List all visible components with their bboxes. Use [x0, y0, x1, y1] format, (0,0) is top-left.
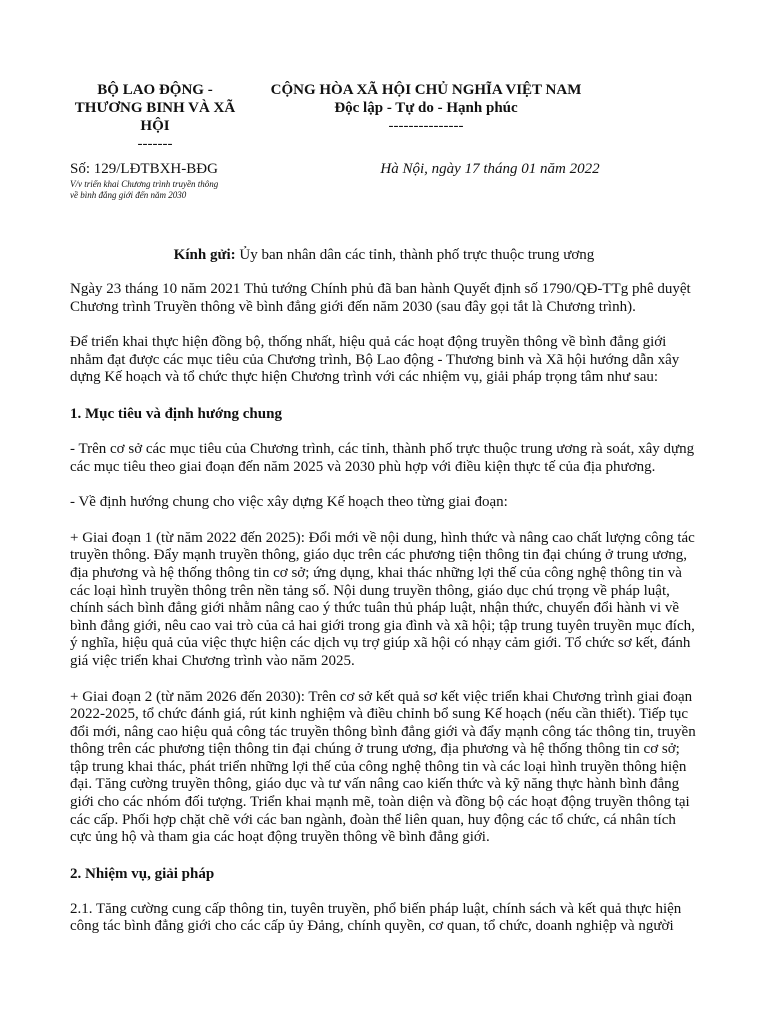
recipient-value: Ủy ban nhân dân các tỉnh, thành phố trực thuộc trung ương [235, 247, 595, 263]
agency-line-2: THƯƠNG BINH VÀ XÃ [74, 100, 236, 116]
place-and-date: Hà Nội, ngày 17 tháng 01 năm 2022 [380, 161, 600, 177]
subject-line-2: về bình đẳng giới đến năm 2030 [70, 190, 187, 200]
motto-divider: --------------- [388, 118, 464, 134]
recipient-label: Kính gửi: [173, 247, 236, 263]
section-heading-1: 1. Mục tiêu và định hướng chung [70, 405, 282, 422]
document-subject [70, 179, 260, 201]
subject-line-1: V/v triển khai Chương trình truyền thông [70, 179, 219, 189]
recipient-line [70, 246, 698, 264]
agency-line-3: HỘI [140, 118, 170, 134]
paragraph-4: - Về định hướng chung cho việc xây dựng Kế hoạch theo từng giai đoạn: [70, 494, 508, 511]
paragraph-6: + Giai đoạn 2 (từ năm 2026 đến 2030): Trên cơ sở kết quả sơ kết việc triển khai Chương trình giai đoạn 2022-2025, tổ chức đánh giá, rút kinh nghiệm và điều chỉnh bổ sung Kế hoạch (nếu cần thiết). Tiếp tục đổi mới, nâng cao hiệu quả công tác truyền thông bình đẳng giới và đẩy mạnh công tác thông tin, truyền thông trên các phương tiện thông tin đại chúng ở trung ương, địa phương và hệ thống thông tin cơ sở; tập trung khai thác, phát triển những lợi thế của công nghệ thông tin và các loại hình truyền thông hiện đại. Tăng cường truyền thông, giáo dục và tư vấn nâng cao kiến thức và kỹ năng thực hành bình đẳng giới cho các nhóm đối tượng. Triển khai mạnh mẽ, toàn diện và đồng bộ các hoạt động truyền thông tại các cấp. Phối hợp chặt chẽ với các ban ngành, đoàn thể liên quan, huy động các tổ chức, cá nhân tích cực ủng hộ và tham gia các hoạt động truyền thông về bình đẳng giới. [70, 688, 696, 846]
republic-title: CỘNG HÒA XÃ HỘI CHỦ NGHĨA VIỆT NAM [270, 82, 582, 98]
national-motto: Độc lập - Tự do - Hạnh phúc [334, 100, 518, 116]
document-number: Số: 129/LĐTBXH-BĐG [70, 161, 218, 177]
paragraph-5: + Giai đoạn 1 (từ năm 2022 đến 2025): Đổi mới về nội dung, hình thức và nâng cao chất lượng công tác truyền thông. Đẩy mạnh truyền thông, giáo dục trên các phương tiện thông tin đại chúng ở trung ương, địa phương và hệ thống thông tin cơ sở; ứng dụng, khai thác những lợi thế của công nghệ thông tin và các loại hình truyền thông trên nền tảng số. Nội dung truyền thông, giáo dục chú trọng về pháp luật, chính sách bình đẳng giới nhằm nâng cao ý thức tuân thủ pháp luật, nhận thức, chuyển đổi hành vi về bình đẳng giới, nêu cao vai trò của cả hai giới trong gia đình và xã hội; tập trung tuyên truyền mục đích, ý nghĩa, hiệu quả của việc thực hiện các dịch vụ trợ giúp xã hội có nhạy cảm giới. Tổ chức sơ kết, đánh giá việc triển khai Chương trình vào năm 2025. [70, 529, 695, 669]
national-header [240, 81, 612, 135]
issuing-agency [60, 81, 250, 153]
paragraph-7: 2.1. Tăng cường cung cấp thông tin, tuyên truyền, phổ biến pháp luật, chính sách và kết quả thực hiện công tác bình đẳng giới cho các cấp ủy Đảng, chính quyền, cơ quan, tổ chức, doanh nghiệp và người [70, 900, 682, 935]
section-heading-2: 2. Nhiệm vụ, giải pháp [70, 865, 215, 882]
paragraph-1: Ngày 23 tháng 10 năm 2021 Thủ tướng Chính phủ đã ban hành Quyết định số 1790/QĐ-TTg phê duyệt Chương trình Truyền thông về bình đẳng giới đến năm 2030 (sau đây gọi tắt là Chương trình). [70, 281, 691, 315]
paragraph-2: Để triển khai thực hiện đồng bộ, thống nhất, hiệu quả các hoạt động truyền thông về bình đẳng giới nhằm đạt được các mục tiêu của Chương trình, Bộ Lao động - Thương binh và Xã hội hướng dẫn xây dựng Kế hoạch và tổ chức thực hiện Chương trình với các nhiệm vụ, giải pháp trọng tâm như sau: [70, 334, 680, 386]
paragraph-3: - Trên cơ sở các mục tiêu của Chương trình, các tỉnh, thành phố trực thuộc trung ương rà soát, xây dựng các mục tiêu theo giai đoạn đến năm 2025 và 2030 phù hợp với điều kiện thực tế của địa phương. [70, 440, 695, 475]
agency-divider: ------- [137, 136, 173, 152]
agency-line-1: BỘ LAO ĐỘNG - [97, 82, 213, 98]
document-body [70, 281, 700, 954]
